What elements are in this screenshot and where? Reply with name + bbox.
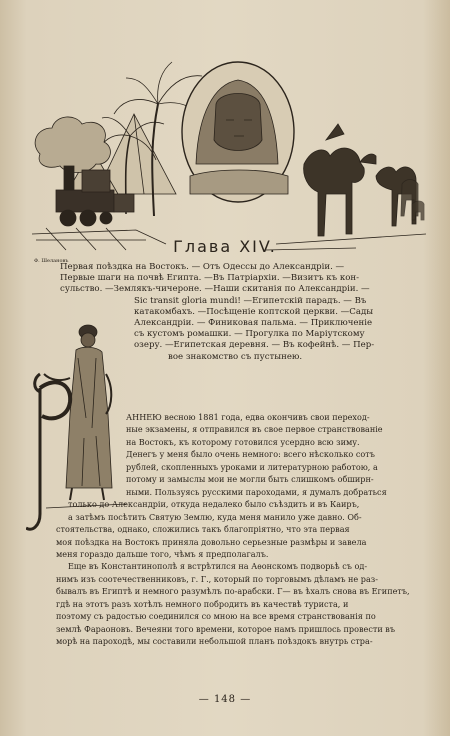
summary-line: Первая поѣздка на Востокъ. — Отъ Одессы до Александріи. — [60,262,345,272]
body-line: АННЕЮ весною 1881 года, едва окончивъ свои переход- [126,412,370,422]
body-line: морѣ на пароходѣ, мы составили небольшой планъ поѣздокъ внутрь стра- [56,636,373,647]
page-number: — 148 — [198,694,252,705]
body-line: ные экзамены, я отправился въ свое первое странствованіе [126,424,383,435]
chapter-title: Глава XIV. [173,237,277,256]
body-line: поэтому съ радостью соединился со мною на все время странствованія по [56,611,376,622]
body-line: а затѣмъ посѣтить Святую Землю, куда меня манило уже давно. Об- [68,511,362,522]
body-line: Еще въ Константинополѣ я встрѣтился на Аѳонскомъ подворьѣ съ од- [68,561,368,572]
body-line: потому и замыслы мои не могли быть слишкомъ обширн- [126,474,374,485]
summary-line: озеру. —Египетская деревня. — Въ кофейнѣ. — Пер- [134,340,375,351]
summary-line: сульство. —Землякъ-чичероне. —Наши скитанія по Александріи. — [60,284,370,295]
summary-line: Sic transit gloria mundi! —Египетскій парадъ. — Въ [134,295,367,306]
body-line: нимъ изъ соотечественниковъ, г. Г., который по торговымъ дѣламъ не раз- [56,573,378,584]
body-line: моя поѣздка на Востокъ приняла довольно серьезные размѣры и завела [56,536,367,547]
body-line: Денегъ у меня было очень немного: всего нѣсколько сотъ [126,449,375,460]
summary-line: катакомбахъ. —Посѣщеніе коптской церкви. —Сады [134,306,374,317]
body-line: гдѣ на этотъ разъ хотѣлъ немного побродить въ качествѣ туриста, и [56,598,349,609]
body-line: на Востокъ, къ которому готовился усердно всю зиму. [126,436,360,447]
illustrator-signature: Ф. Шелановъ [34,258,69,264]
body-line: бывалъ въ Египтѣ и немного разумѣлъ по-арабски. Г— въ ѣхалъ снова въ Египетъ, [56,586,410,597]
body-line: меня гораздо дальше того, чѣмъ я предполагалъ. [56,548,269,559]
body-line: только до Александріи, откуда недалеко было съѣздить и въ Каиръ, [68,499,360,510]
body-line: ными. Пользуясь русскими пароходами, я думалъ добраться [126,486,387,497]
body-line: землѣ Фараоновъ. Вечеяни того времени, которое намъ пришлось провести въ [56,623,396,634]
header-vignette-illustration [26,44,426,266]
summary-line: Первые шаги на почвѣ Египта. —Въ Патріархіи. —Визитъ къ кон- [60,273,360,284]
summary-line: вое знакомство съ пустынею. [168,351,303,362]
summary-line: Александріи. — Финиковая пальма. — Приключеніе [134,318,373,329]
summary-line: съ кустомъ ромашки. — Прогулка по Маріутскому [134,329,365,340]
body-line: рублей, скопленныхъ уроками и литературною работою, а [126,461,378,472]
body-line: стоятельства, однако, сложились такъ благопріятно, что эта первая [56,524,350,535]
body-text [56,411,418,648]
